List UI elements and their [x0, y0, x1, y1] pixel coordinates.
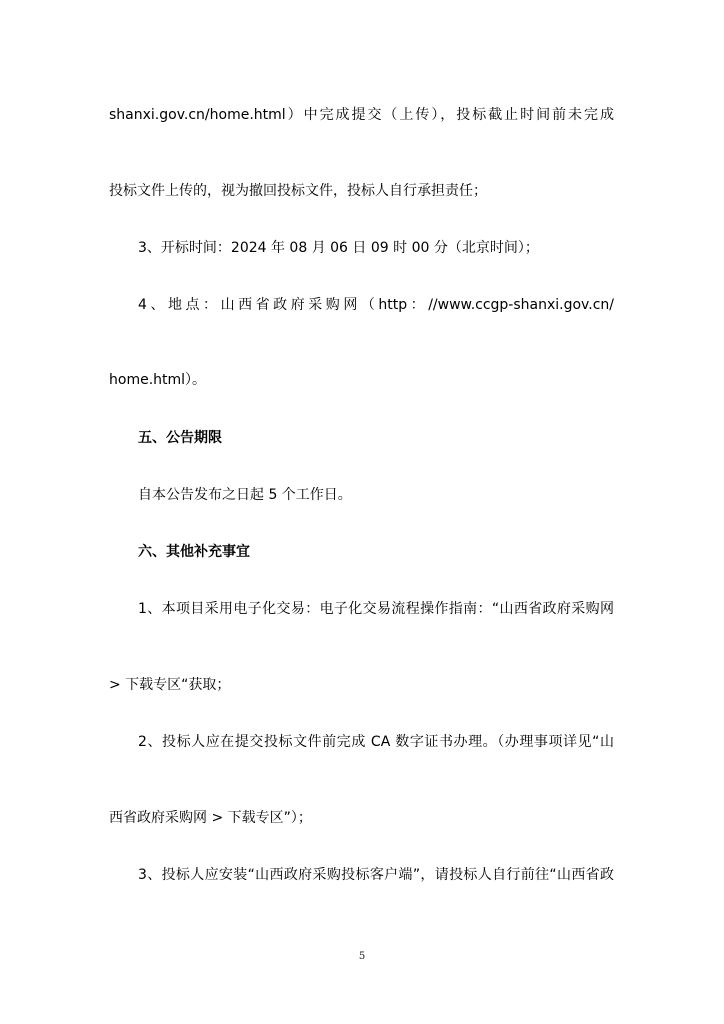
opening-time-line: 3、开标时间：2024 年 08 月 06 日 09 时 00 分（北京时间）；	[138, 240, 539, 256]
section-heading-announcement-period: 五、公告期限	[138, 430, 222, 446]
paragraph-line-1: shanxi.gov.cn/home.html）中完成提交（上传），投标截止时间前未完成	[109, 107, 614, 123]
paragraph-line-2: 投标文件上传的，视为撤回投标文件，投标人自行承担责任；	[109, 183, 487, 199]
supplement-item-2-line-1: 2、投标人应在提交投标文件前完成 CA 数字证书办理。（办理事项详见“山	[138, 734, 614, 750]
section-heading-supplementary-matters: 六、其他补充事宜	[138, 544, 250, 560]
supplement-item-1-line-1: 1、本项目采用电子化交易：电子化交易流程操作指南：“山西省政府采购网	[138, 601, 614, 617]
supplement-item-2-line-2: 西省政府采购网 > 下载专区”）；	[109, 810, 312, 826]
location-line-continued: home.html）。	[109, 372, 207, 388]
announcement-period-text: 自本公告发布之日起 5 个工作日。	[138, 487, 352, 503]
page-number: 5	[358, 951, 366, 962]
supplement-item-3-line-1: 3、投标人应安装“山西政府采购投标客户端”，请投标人自行前往“山西省政	[138, 867, 614, 883]
supplement-item-1-line-2: > 下载专区“获取；	[109, 677, 231, 693]
location-line: 4、地点：山西省政府采购网（http：//www.ccgp-shanxi.gov.cn/	[138, 297, 614, 313]
